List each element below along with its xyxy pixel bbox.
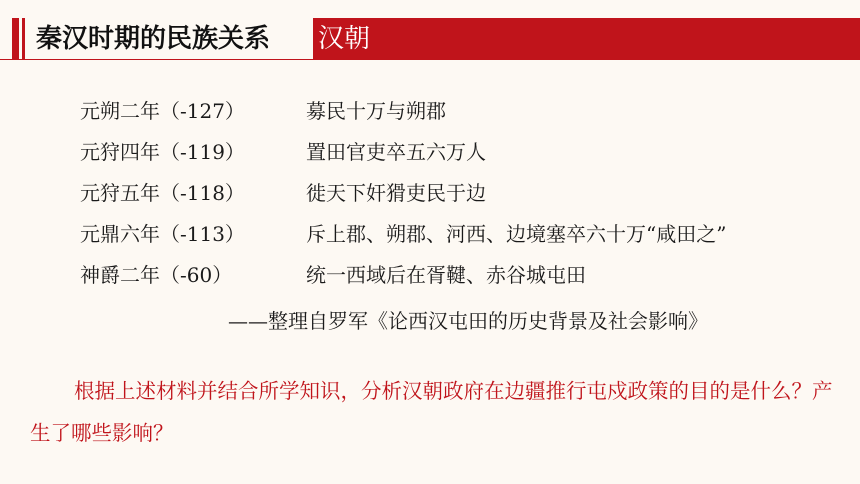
- event-description: 募民十万与朔郡: [306, 99, 446, 123]
- event-date: 神爵二年（-60）: [80, 263, 233, 287]
- slide-header: [0, 18, 860, 60]
- event-date: 元鼎六年（-113）: [80, 222, 245, 246]
- event-description: 置田官吏卒五六万人: [306, 140, 486, 164]
- event-row: [80, 137, 726, 178]
- source-citation: ——整理自罗军《论西汉屯田的历史背景及社会影响》: [228, 309, 708, 333]
- header-underline: [0, 59, 313, 60]
- subtitle-banner: [313, 18, 860, 60]
- event-row: [80, 260, 726, 301]
- header-accent-line: [22, 18, 25, 60]
- event-date: 元狩四年（-119）: [80, 140, 245, 164]
- event-date: 元狩五年（-118）: [80, 181, 245, 205]
- event-row: [80, 96, 726, 137]
- slide-title: 秦汉时期的民族关系: [36, 24, 271, 54]
- event-description: 斥上郡、朔郡、河西、边境塞卒六十万“咸田之”: [306, 222, 727, 246]
- question-text: 根据上述材料并结合所学知识，分析汉朝政府在边疆推行屯戍政策的目的是什么？产生了哪些影响？: [30, 379, 833, 445]
- slide-subtitle: 汉朝: [318, 24, 371, 54]
- event-row: [80, 219, 726, 260]
- event-date: 元朔二年（-127）: [80, 99, 245, 123]
- event-description: 徙天下奸猾吏民于边: [306, 181, 486, 205]
- event-list: [80, 96, 726, 301]
- header-accent-bar: [12, 18, 19, 60]
- event-row: [80, 178, 726, 219]
- event-description: 统一西域后在胥鞬、赤谷城屯田: [306, 263, 586, 287]
